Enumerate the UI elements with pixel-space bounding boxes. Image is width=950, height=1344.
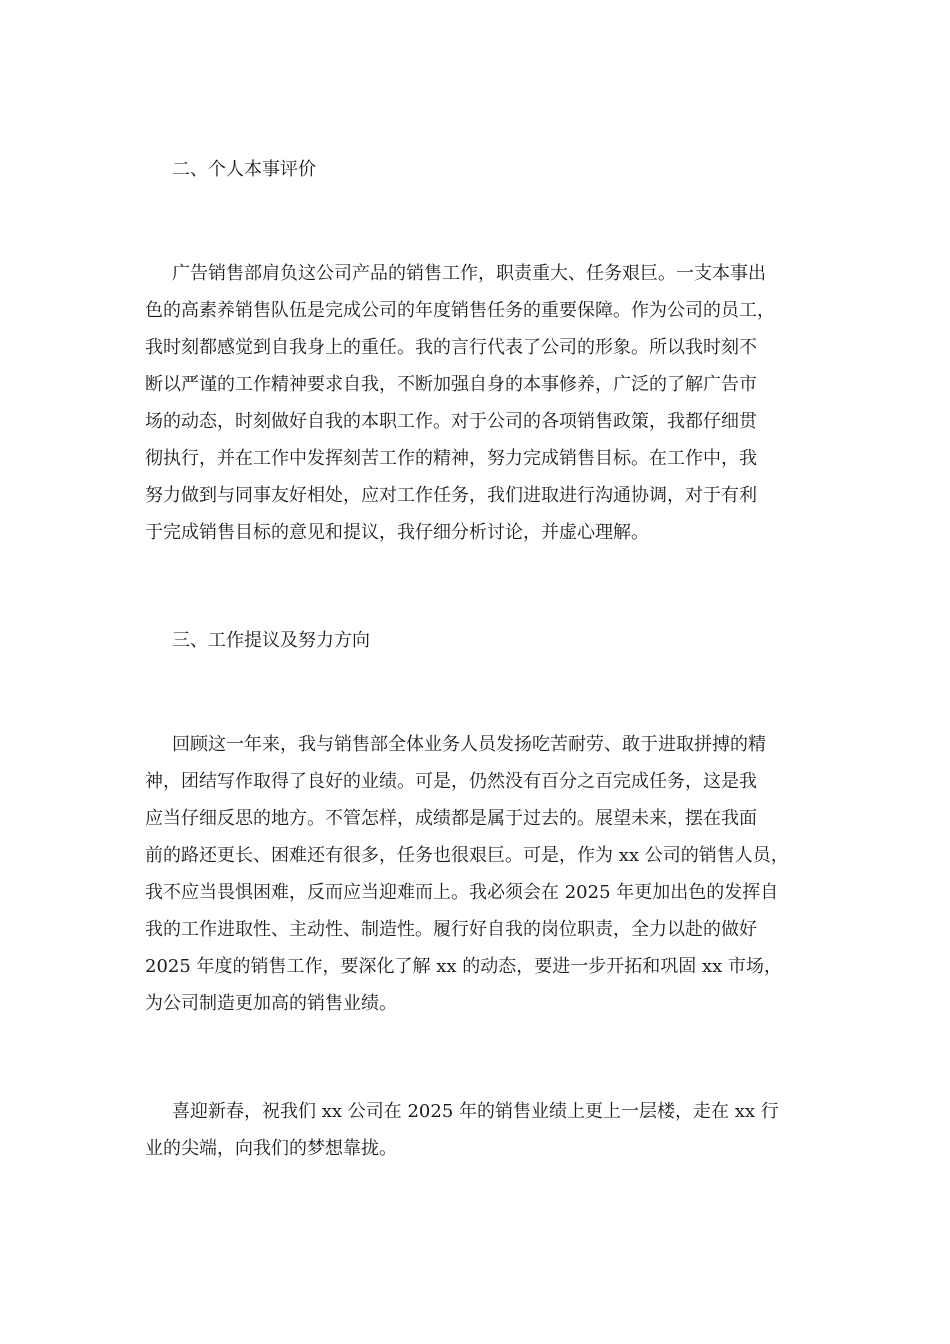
section-3-line: 前的路还更长、困难还有很多，任务也很艰巨。可是，作为 xx 公司的销售人员， xyxy=(145,845,789,866)
section-2-line: 彻执行，并在工作中发挥刻苦工作的精神，努力完成销售目标。在工作中，我 xyxy=(145,448,757,469)
section-2-line: 于完成销售目标的意见和提议，我仔细分析讨论，并虚心理解。 xyxy=(145,522,649,543)
closing-line: 业的尖端，向我们的梦想靠拢。 xyxy=(145,1138,397,1159)
section-2-line: 我时刻都感觉到自我身上的重任。我的言行代表了公司的形象。所以我时刻不 xyxy=(145,337,757,358)
section-2-line: 广告销售部肩负这公司产品的销售工作，职责重大、任务艰巨。一支本事出 xyxy=(172,263,766,284)
section-3-heading: 三、工作提议及努力方向 xyxy=(172,630,370,651)
section-3-line: 我的工作进取性、主动性、制造性。履行好自我的岗位职责，全力以赴的做好 xyxy=(145,919,757,940)
closing-line: 喜迎新春，祝我们 xx 公司在 2025 年的销售业绩上更上一层楼，走在 xx 行 xyxy=(172,1101,779,1122)
section-2-heading: 二、个人本事评价 xyxy=(172,159,316,180)
section-2-line: 断以严谨的工作精神要求自我，不断加强自身的本事修养，广泛的了解广告市 xyxy=(145,374,757,395)
section-3-line: 为公司制造更加高的销售业绩。 xyxy=(145,993,397,1014)
section-3-line: 我不应当畏惧困难，反而应当迎难而上。我必须会在 2025 年更加出色的发挥自 xyxy=(145,882,779,903)
section-2-line: 场的动态，时刻做好自我的本职工作。对于公司的各项销售政策，我都仔细贯 xyxy=(145,411,757,432)
section-3-line: 应当仔细反思的地方。不管怎样，成绩都是属于过去的。展望未来，摆在我面 xyxy=(145,808,757,829)
section-3-line: 2025 年度的销售工作，要深化了解 xx 的动态，要进一步开拓和巩固 xx 市场， xyxy=(145,956,783,977)
section-2-line: 色的高素养销售队伍是完成公司的年度销售任务的重要保障。作为公司的员工， xyxy=(145,300,775,321)
section-3-line: 回顾这一年来，我与销售部全体业务人员发扬吃苦耐劳、敢于进取拼搏的精 xyxy=(172,734,766,755)
section-2-line: 努力做到与同事友好相处，应对工作任务，我们进取进行沟通协调，对于有利 xyxy=(145,485,757,506)
section-3-line: 神，团结写作取得了良好的业绩。可是，仍然没有百分之百完成任务，这是我 xyxy=(145,771,757,792)
